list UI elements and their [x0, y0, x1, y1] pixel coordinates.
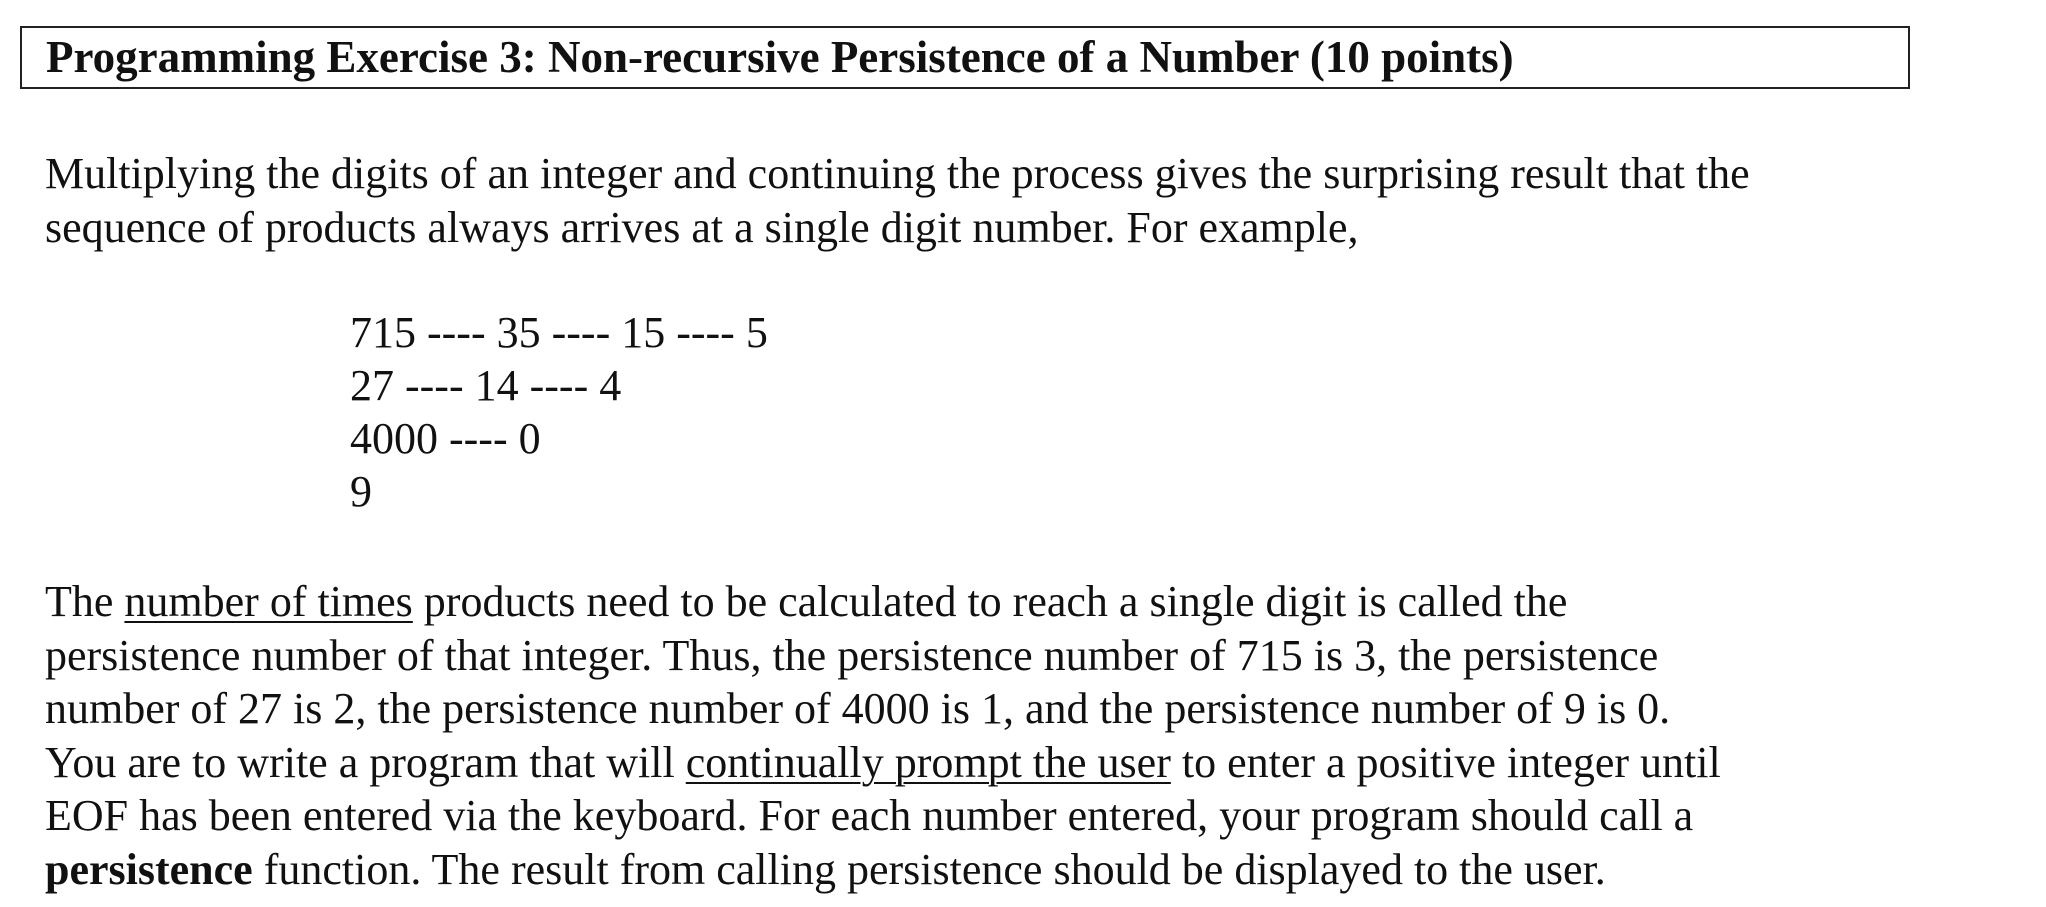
intro-line-1: Multiplying the digits of an integer and continuing the process gives the surprising result that the: [45, 149, 1750, 198]
body-line-4-text-pre: You are to write a program that will: [45, 737, 686, 787]
body-line-2: persistence number of that integer. Thus, the persistence number of 715 is 3, the persistence: [45, 630, 1659, 680]
body-paragraph: [45, 575, 1721, 896]
emphasis-number-of-times: number of times: [124, 577, 413, 626]
example-715: 715 ---- 35 ---- 15 ---- 5: [350, 308, 768, 357]
body-line-5: EOF has been entered via the keyboard. For each number entered, your program should call a: [45, 791, 1694, 840]
body-line-4: [45, 736, 1721, 790]
example-4000: 4000 ---- 0: [350, 414, 541, 463]
body-line-3: number of 27 is 2, the persistence number of 4000 is 1, and the persistence number of 9 is 0.: [45, 684, 1671, 733]
body-line-1-text-post: products need to be calculated to reach a single digit is called the: [412, 577, 1568, 626]
body-line-6-text-post: function. The result from calling persistence should be displayed to the user.: [252, 844, 1606, 894]
intro-line-2: sequence of products always arrives at a single digit number. For example,: [45, 202, 1359, 252]
intro-paragraph: [45, 147, 1750, 254]
emphasis-persistence: persistence: [45, 844, 253, 894]
body-line-1-text-pre: The: [45, 577, 125, 626]
example-27: 27 ---- 14 ---- 4: [350, 361, 622, 410]
example-9: 9: [350, 467, 372, 516]
body-line-4-text-post: to enter a positive integer until: [1170, 737, 1721, 787]
title-box: [20, 26, 1910, 89]
emphasis-continually-prompt: continually prompt the user: [685, 737, 1171, 787]
body-line-1: [45, 575, 1721, 629]
examples-list: [350, 306, 768, 518]
body-line-6: [45, 843, 1721, 897]
exercise-title: Programming Exercise 3: Non-recursive Persistence of a Number (10 points): [46, 32, 1514, 82]
